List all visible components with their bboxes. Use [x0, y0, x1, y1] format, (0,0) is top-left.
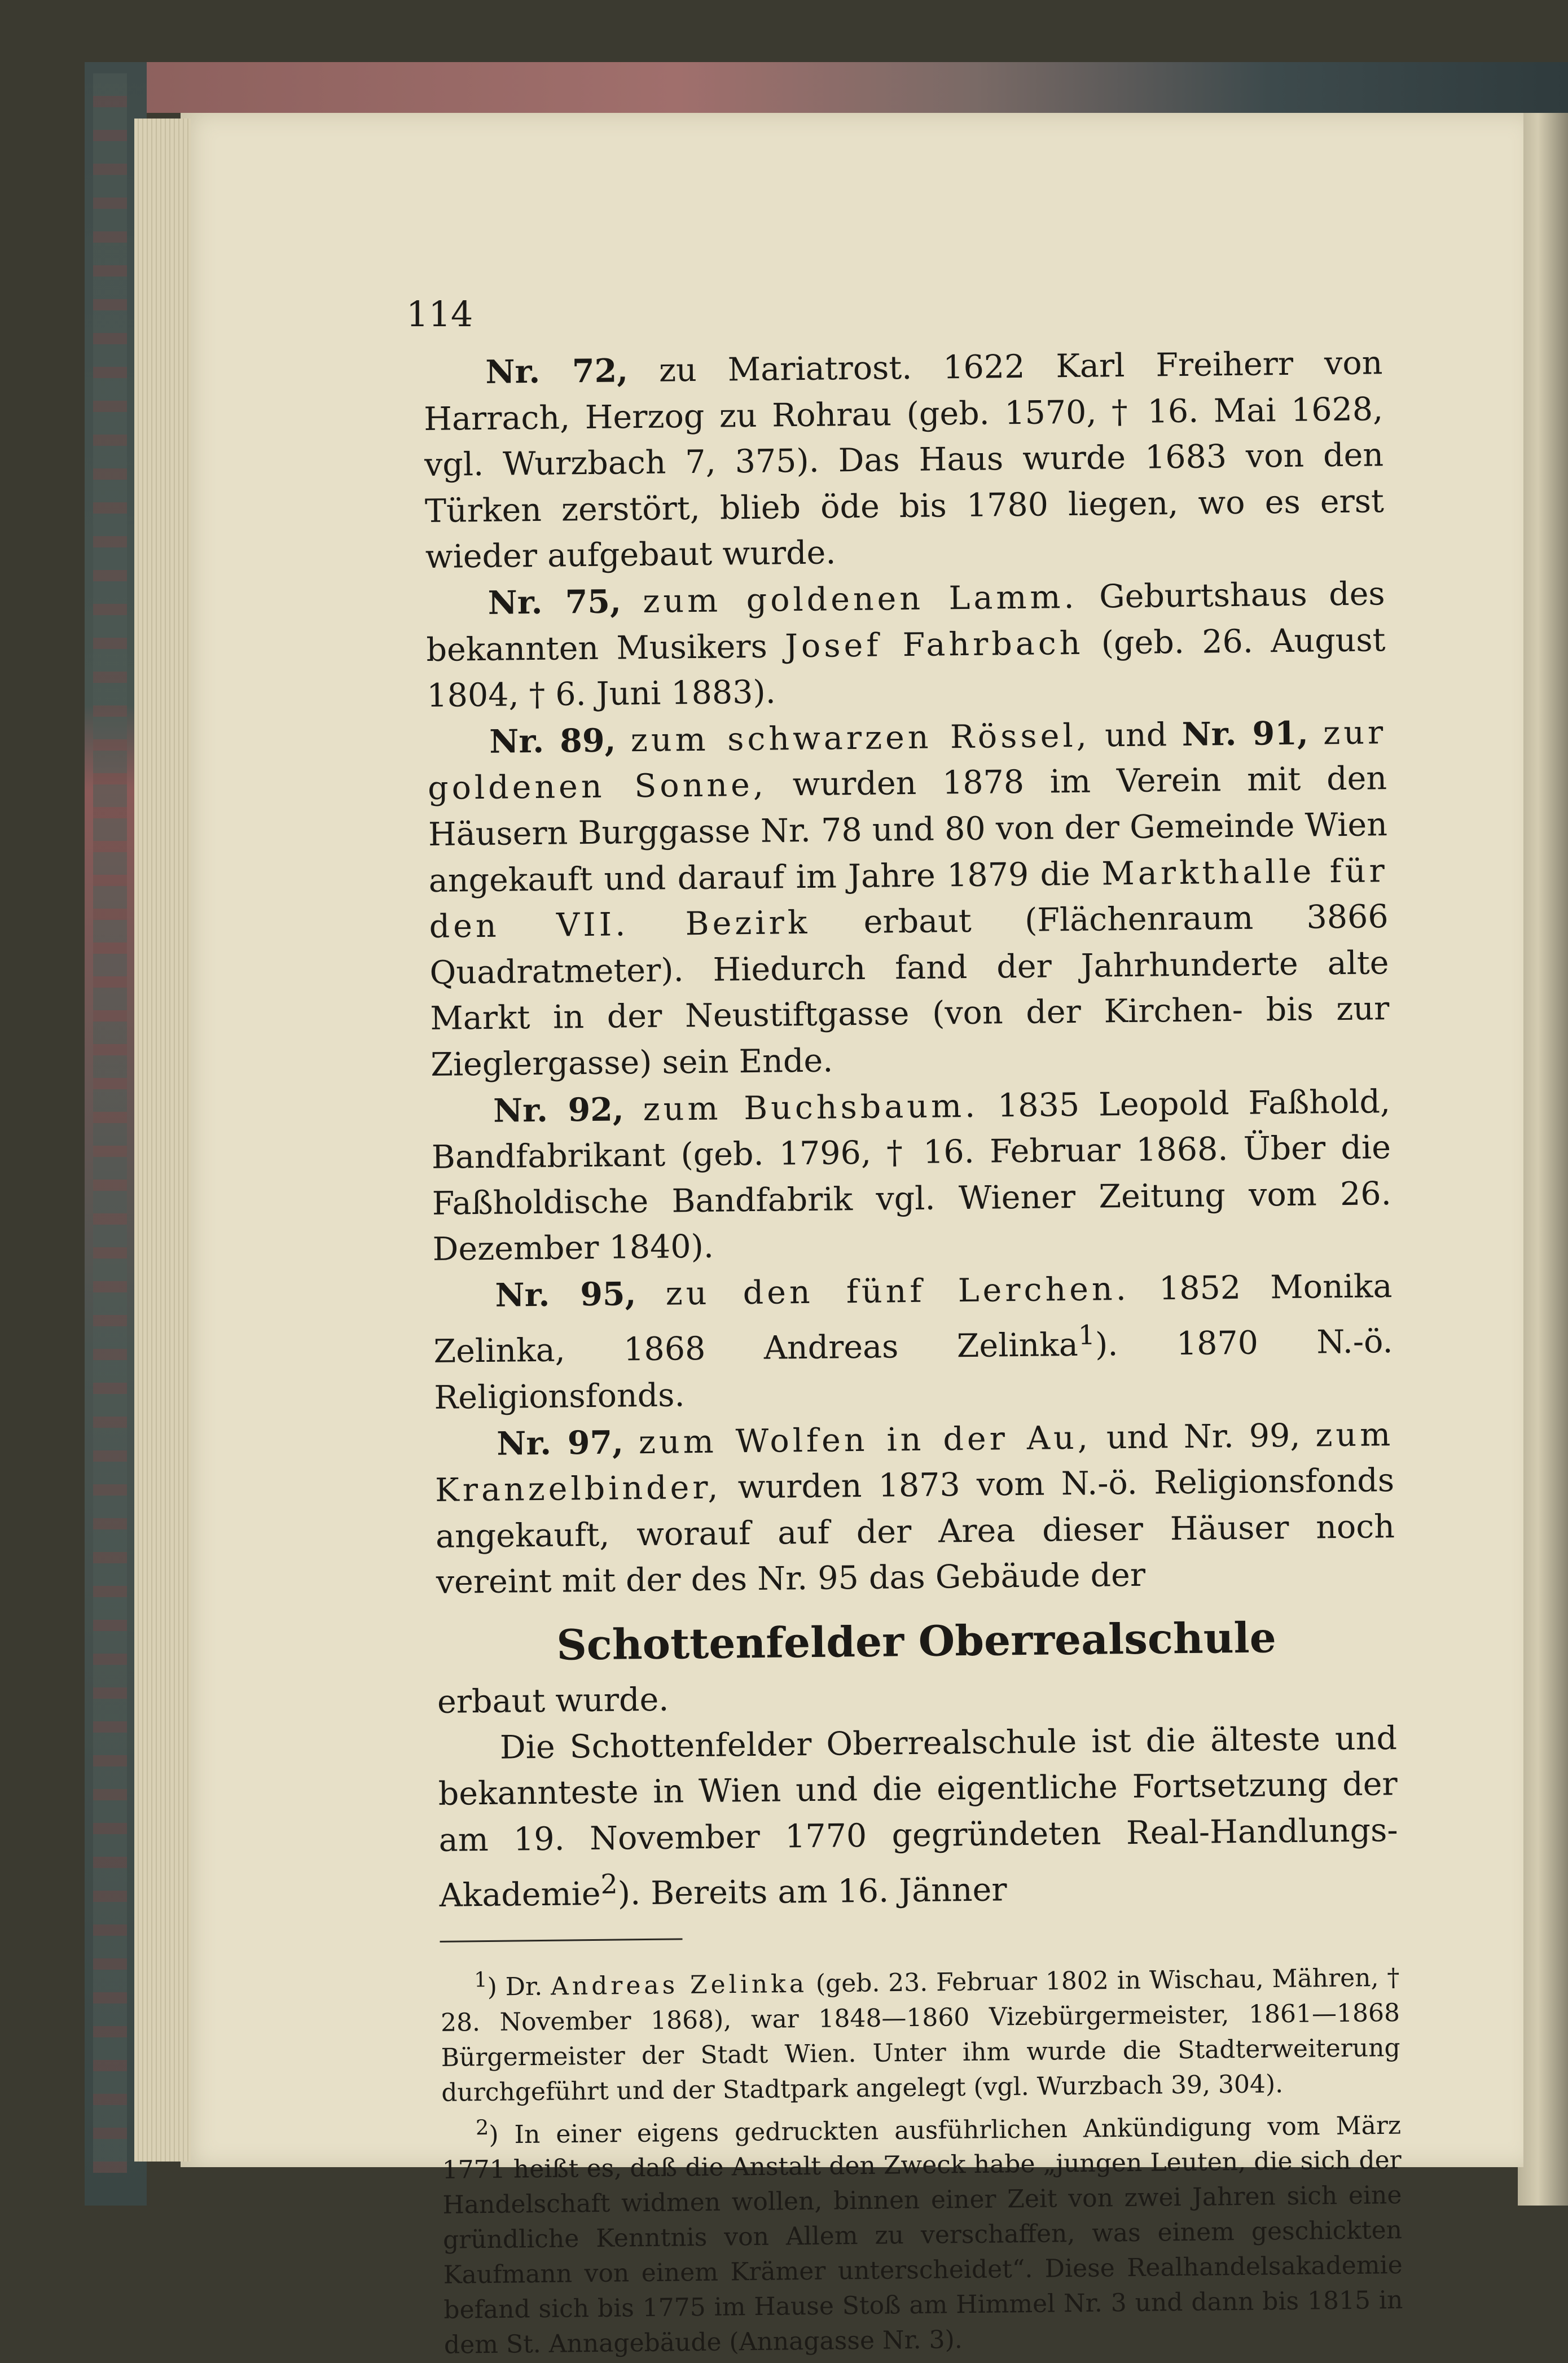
- footnote-divider: [440, 1938, 683, 1943]
- paragraph-text: erbaut (Flächenraum 3866 Quadratmeter). Hiedurch fand der Jahrhunderte alte Markt in der Neustiftgasse (von der Kirchen- bis zur Zieglergasse) sein Ende.: [429, 898, 1390, 1084]
- paragraph-text: erbaut wurde.: [437, 1681, 669, 1721]
- paragraph-nr-89-91: [427, 709, 1390, 1089]
- footnote-2: [442, 2101, 1404, 2363]
- house-name: zum Buchsbaum.: [643, 1087, 979, 1128]
- footnote-person-name: Andreas Zelinka: [550, 1969, 808, 2001]
- paragraph-nr-92: [431, 1079, 1392, 1273]
- paragraph-text: 1852 Monika Zelinka, 1868 Andreas Zelinka: [433, 1267, 1393, 1371]
- house-name: zum Wolfen in der Au,: [638, 1419, 1092, 1461]
- paragraph-nr-72: [423, 340, 1385, 581]
- paragraph-nr-75: [425, 571, 1386, 720]
- house-number: Nr. 75,: [487, 582, 622, 622]
- page-number: 114: [406, 293, 473, 335]
- paragraph-text: wurden 1873 vom N.-ö. Religionsfonds angekauft, worauf auf der Area dieser Häuser noch vereint mit der des Nr. 95 das Gebäude der: [435, 1462, 1395, 1602]
- facing-page-edge: [1518, 113, 1568, 2206]
- page-stack-edge: [134, 119, 191, 2162]
- paragraph-text: ). 1870 N.-ö. Religionsfonds.: [434, 1323, 1393, 1417]
- building-name: Markthalle für den VII. Bezirk: [429, 852, 1389, 946]
- house-number: Nr. 97,: [496, 1423, 624, 1463]
- paragraph-text: zu Mariatrost. 1622 Karl Freiherr von Harrach, Herzog zu Rohrau (geb. 1570, † 16. Mai 1628, vgl. Wurzbach 7, 375). Das Haus wurde 1683 von den Türken zerstört, blieb öde bis 1780 liegen, wo es erst wieder aufgebaut wurde.: [423, 344, 1385, 576]
- person-name: Josef Fahrbach: [784, 624, 1084, 665]
- footnote-mark: 2: [475, 2115, 489, 2140]
- house-number: Nr. 89,: [489, 721, 616, 761]
- book-cover-marbling: [93, 73, 127, 2173]
- paragraph-text: 1835 Leopold Faßhold, Bandfabrikant (geb. 1796, † 16. Februar 1868. Über die Faßholdische Bandfabrik vgl. Wiener Zeitung vom 26. Dezember 1840).: [431, 1082, 1392, 1269]
- paragraph-text: Die Schottenfelder Oberrealschule ist die älteste und bekannteste in Wien und die eigentliche Fortsetzung der am 19. November 1770 gegründeten Real-Handlungs-Akademie: [438, 1719, 1398, 1915]
- house-number: Nr. 92,: [493, 1090, 625, 1130]
- paragraph-text: ). Bereits am 16. Jänner: [617, 1871, 1007, 1913]
- house-name: zum schwarzen Rössel,: [630, 717, 1091, 759]
- footnote-text: (geb. 23. Februar 1802 in Wischau, Mähren, † 28. November 1868), war 1848—1860 Vizebürgermeister, 1861—1868 Bürgermeister der Stadt Wien. Unter ihm wurde die Stadterweiterung durchgeführt und der Stadtpark angelegt (vgl. Wurzbach 39, 304).: [440, 1963, 1400, 2107]
- paragraph-text: Geburtshaus des bekannten Musikers: [426, 575, 1385, 669]
- footnote-ref: 1: [1078, 1320, 1096, 1352]
- paragraph-oberrealschule: [438, 1716, 1399, 1919]
- house-name: zu den fünf Lerchen.: [665, 1270, 1130, 1313]
- house-name: zur goldenen Sonne,: [427, 713, 1387, 808]
- house-number: Nr. 72,: [485, 352, 629, 391]
- house-name: zum Kranzelbinder,: [434, 1415, 1394, 1510]
- paragraph-text: und: [1104, 716, 1167, 755]
- book-cover-top-edge: [85, 62, 1568, 113]
- footnote-text: ) Dr.: [487, 1972, 543, 2002]
- paragraph-text: (geb. 26. August 1804, † 6. Juni 1883).: [427, 621, 1386, 715]
- paragraph-nr-97: [434, 1411, 1395, 1606]
- page-body: [423, 340, 1403, 2363]
- paragraph-nr-95: [433, 1263, 1394, 1422]
- footnote-1: [440, 1953, 1401, 2110]
- footnote-mark: 1: [474, 1967, 487, 1992]
- footnote-text: ) In einer eigens gedruckten ausführlichen Ankündigung vom März 1771 heißt es, daß die Anstalt den Zweck habe „jungen Leuten, die sich der Handelschaft widmen wollen, binnen einer Zeit von zwei Jahren sich eine gründliche Kenntnis von Allem zu verschaffen, was einem geschickten Kaufmann von einem Krämer unterscheidet“. Diese Realhandelsakademie befand sich bis 1775 im Hause Stoß am Himmel Nr. 3 und dann bis 1815 in dem St. Annagebäude (Annagasse Nr. 3).: [442, 2111, 1403, 2360]
- footnote-ref: 2: [600, 1869, 618, 1901]
- house-number: Nr. 91,: [1182, 714, 1309, 753]
- paragraph-text: wurden 1878 im Verein mit den Häusern Burggasse Nr. 78 und 80 von der Gemeinde Wien angekauft und darauf im Jahre 1879 die: [428, 760, 1388, 900]
- paragraph-text: und Nr. 99,: [1106, 1417, 1301, 1457]
- house-name: zum goldenen Lamm.: [643, 578, 1078, 620]
- section-heading: Schottenfelder Oberrealschule: [556, 1614, 1277, 1670]
- house-number: Nr. 95,: [495, 1275, 636, 1314]
